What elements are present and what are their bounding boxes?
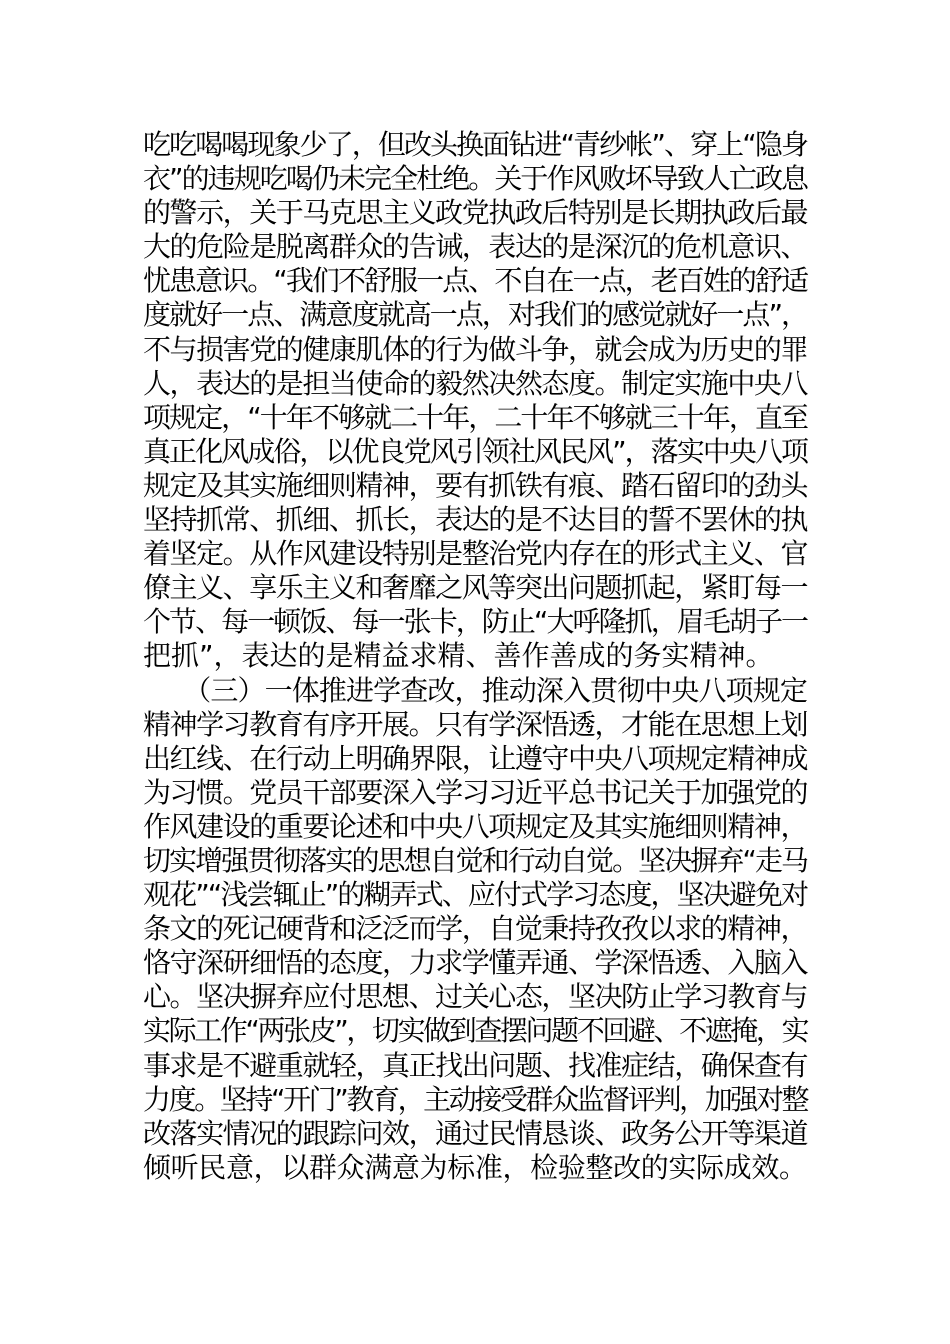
text-line: 为习惯。党员干部要深入学习习近平总书记关于加强党的 <box>143 775 807 809</box>
text-line: 项规定，“十年不够就二十年，二十年不够就三十年，直至 <box>143 400 807 434</box>
body-text <box>143 128 807 1185</box>
text-line: 切实增强贯彻落实的思想自觉和行动自觉。坚决摒弃“走马 <box>143 843 807 877</box>
text-line: 度就好一点、满意度就高一点，对我们的感觉就好一点”， <box>143 298 807 332</box>
text-line: 观花”“浅尝辄止”的糊弄式、应付式学习态度，坚决避免对 <box>143 878 807 912</box>
text-line: 事求是不避重就轻，真正找出问题、找准症结，确保查有 <box>143 1048 807 1082</box>
text-line: 不与损害党的健康肌体的行为做斗争，就会成为历史的罪 <box>143 332 807 366</box>
text-line: 僚主义、享乐主义和奢靡之风等突出问题抓起，紧盯每一 <box>143 571 807 605</box>
text-line: 人，表达的是担当使命的毅然决然态度。制定实施中央八 <box>143 366 807 400</box>
text-line: 吃吃喝喝现象少了，但改头换面钻进“青纱帐”、穿上“隐身 <box>143 128 807 161</box>
text-line: 改落实情况的跟踪问效，通过民情恳谈、政务公开等渠道 <box>143 1116 807 1150</box>
text-line: 精神学习教育有序开展。只有学深悟透，才能在思想上划 <box>143 707 807 741</box>
text-line: 衣”的违规吃喝仍未完全杜绝。关于作风败坏导致人亡政息 <box>143 162 807 196</box>
text-line: 出红线、在行动上明确界限，让遵守中央八项规定精神成 <box>143 741 807 775</box>
text-line: 把抓”，表达的是精益求精、善作善成的务实精神。 <box>143 639 774 673</box>
text-line: 作风建设的重要论述和中央八项规定及其实施细则精神， <box>143 809 807 843</box>
text-line: 条文的死记硬背和泛泛而学，自觉秉持孜孜以求的精神， <box>143 912 807 946</box>
text-line: （三）一体推进学查改，推动深入贯彻中央八项规定 <box>143 673 807 707</box>
text-line: 个节、每一顿饭、每一张卡，防止“大呼隆抓，眉毛胡子一 <box>143 605 807 639</box>
text-line: 规定及其实施细则精神，要有抓铁有痕、踏石留印的劲头 <box>143 468 807 502</box>
text-line: 真正化风成俗，以优良党风引领社风民风”，落实中央八项 <box>143 434 807 468</box>
text-line: 忧患意识。“我们不舒服一点、不自在一点，老百姓的舒适 <box>143 264 807 298</box>
text-line: 着坚定。从作风建设特别是整治党内存在的形式主义、官 <box>143 537 807 571</box>
text-line: 实际工作“两张皮”，切实做到查摆问题不回避、不遮掩，实 <box>143 1014 807 1048</box>
text-line: 大的危险是脱离群众的告诫，表达的是深沉的危机意识、 <box>143 230 807 264</box>
text-line: 恪守深研细悟的态度，力求学懂弄通、学深悟透、入脑入 <box>143 946 807 980</box>
text-line: 坚持抓常、抓细、抓长，表达的是不达目的誓不罢休的执 <box>143 503 807 537</box>
text-line: 力度。坚持“开门”教育，主动接受群众监督评判，加强对整 <box>143 1082 807 1116</box>
text-line: 心。坚决摒弃应付思想、过关心态，坚决防止学习教育与 <box>143 980 807 1014</box>
text-line: 倾听民意，以群众满意为标准，检验整改的实际成效。 <box>143 1150 807 1184</box>
text-line: 的警示，关于马克思主义政党执政后特别是长期执政后最 <box>143 196 807 230</box>
